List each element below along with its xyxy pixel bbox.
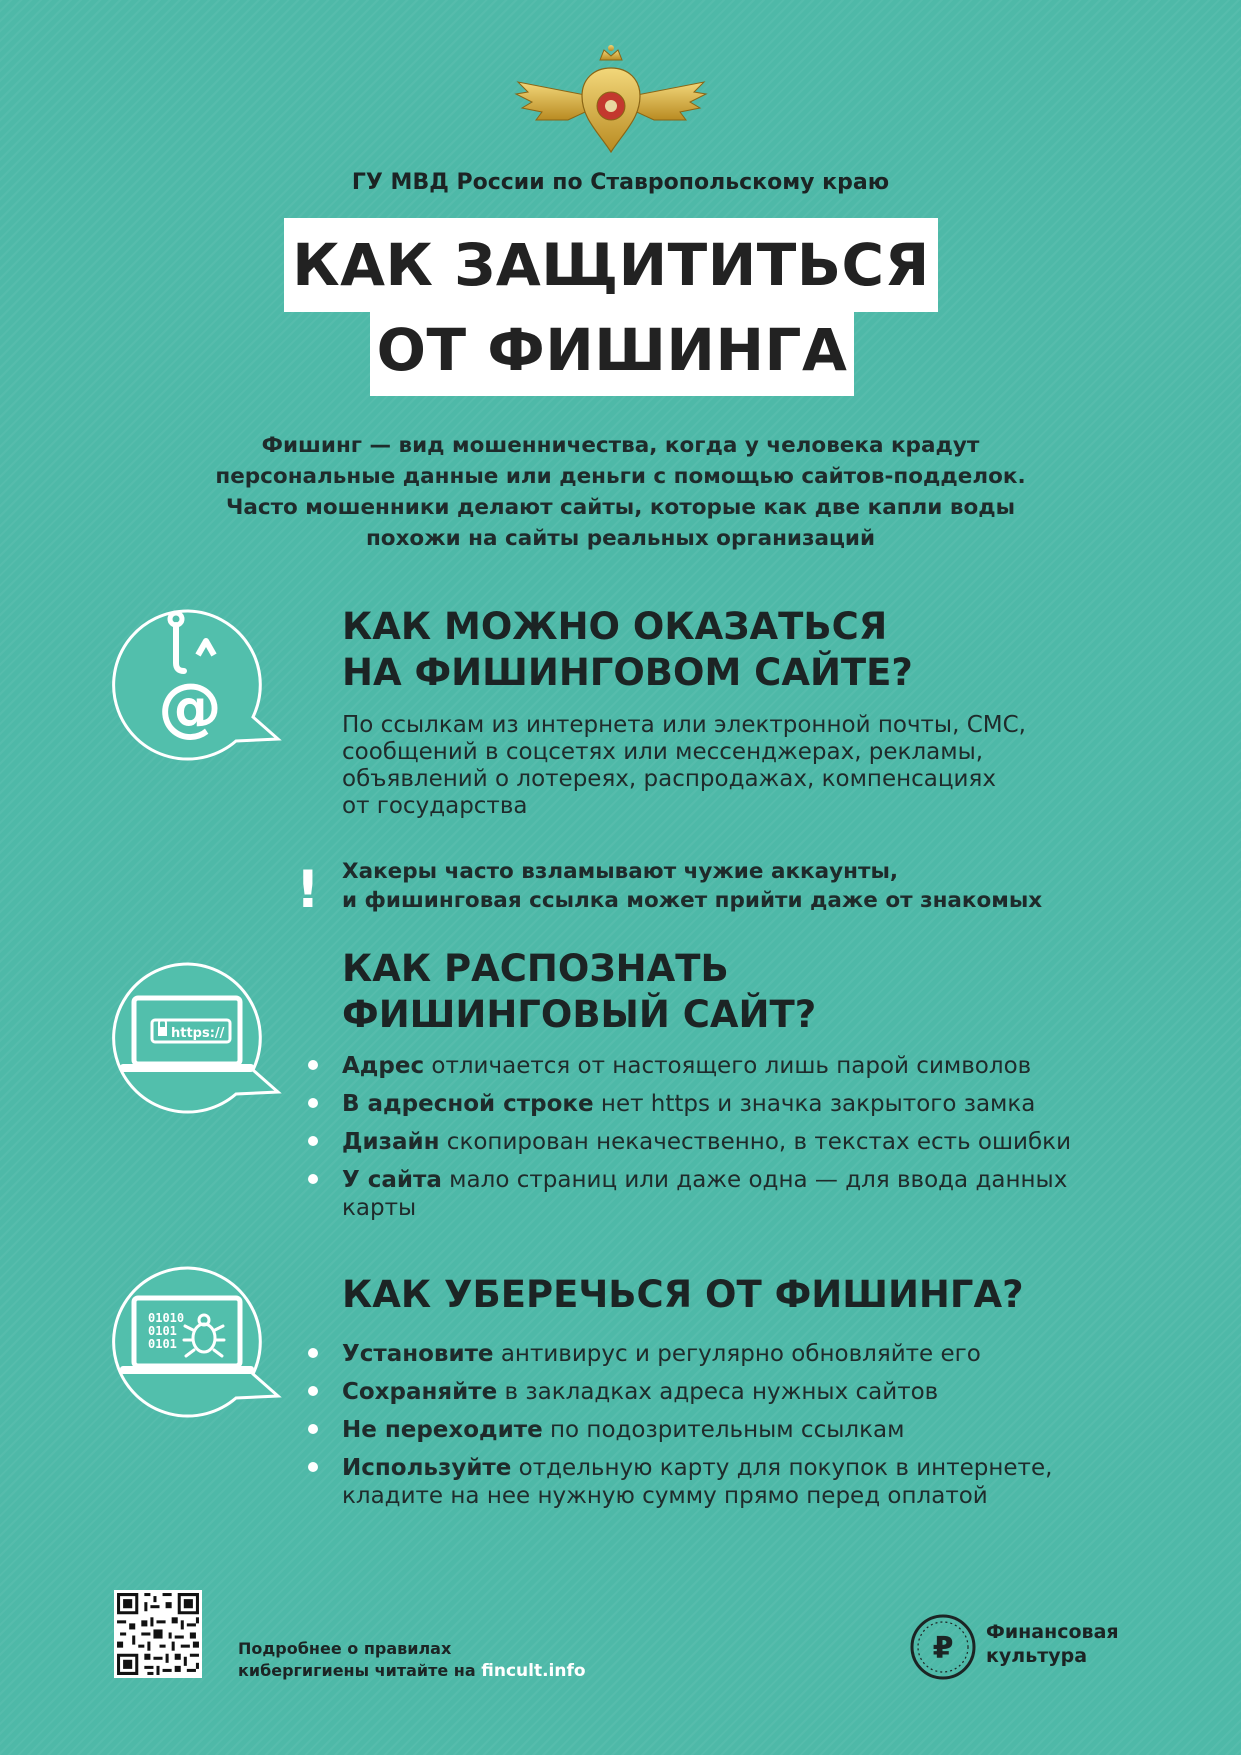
brand-name-line1: Финансовая: [986, 1621, 1119, 1643]
section2-heading-line1: КАК РАСПОЗНАТЬ: [342, 947, 729, 990]
list-item: [342, 1128, 1132, 1156]
section1-heading-line2: НА ФИШИНГОВОМ САЙТЕ?: [342, 651, 913, 694]
svg-text:@: @: [158, 671, 222, 745]
intro-line: похожи на сайты реальных организаций: [365, 526, 876, 551]
section2-heading: [342, 946, 816, 1038]
warning-line: Хакеры часто взламывают чужие аккаунты,: [342, 859, 899, 884]
bullet-bold: Сохраняйте: [342, 1379, 498, 1405]
bullet-icon: [308, 1348, 318, 1358]
list-item: [342, 1166, 1132, 1222]
more-info-line1: Подробнее о правилах: [238, 1639, 452, 1658]
list-item: [342, 1416, 1102, 1444]
section1-text-line: от государства: [342, 793, 528, 819]
binary-text-line: 01010: [148, 1311, 185, 1325]
intro-line: персональные данные или деньги с помощью сайтов-подделок.: [215, 464, 1026, 489]
list-item: [342, 1340, 1102, 1368]
section1-heading: [342, 604, 913, 696]
page-title-line2: ОТ ФИШИНГА: [370, 304, 854, 396]
list-item: [342, 1378, 1102, 1406]
bullet-icon: [308, 1136, 318, 1146]
mvd-emblem: [508, 40, 714, 160]
bullet-bold: В адресной строке: [342, 1091, 594, 1117]
bullet-icon: [308, 1098, 318, 1108]
section3-heading: КАК УБЕРЕЧЬСЯ ОТ ФИШИНГА?: [342, 1273, 1024, 1316]
bullet-text: отдельную карту для покупок в интернете, кладите на нее нужную сумму прямо перед оплатой: [342, 1455, 1053, 1509]
organization-name: ГУ МВД России по Ставропольскому краю: [351, 170, 890, 195]
section1-text: [342, 712, 1026, 820]
warning-line: и фишинговая ссылка может прийти даже от знакомых: [342, 888, 1043, 913]
bullet-icon: [308, 1462, 318, 1472]
section2-bullet-list: [342, 1052, 1132, 1232]
laptop-bug-icon: [108, 1262, 288, 1422]
section1-text-line: объявлений о лотереях, распродажах, компенсациях: [342, 766, 996, 792]
bullet-text: скопирован некачественно, в текстах есть ошибки: [439, 1129, 1072, 1155]
intro-text: [150, 430, 1091, 554]
binary-text-line: 0101: [148, 1324, 177, 1338]
bullet-bold: Дизайн: [342, 1129, 440, 1155]
section2-heading-line2: ФИШИНГОВЫЙ САЙТ?: [342, 993, 817, 1036]
warning-icon: !: [296, 860, 320, 920]
ruble-symbol: ₽: [932, 1631, 954, 1666]
bullet-bold: Используйте: [342, 1455, 512, 1481]
list-item: [342, 1090, 1132, 1118]
brand-name-line2: культура: [986, 1645, 1088, 1667]
more-info-line2: кибергигиены читайте на: [238, 1661, 482, 1680]
bullet-icon: [308, 1174, 318, 1184]
page-title-line1: КАК ЗАЩИТИТЬСЯ: [284, 218, 938, 312]
warning-text: [342, 857, 1042, 915]
bullet-icon: [308, 1386, 318, 1396]
laptop-https-icon: [108, 958, 288, 1118]
ruble-logo-icon: [908, 1612, 978, 1682]
bullet-text: антивирус и регулярно обновляйте его: [493, 1341, 981, 1367]
bullet-text: мало страниц или даже одна — для ввода данных карты: [342, 1167, 1068, 1221]
more-info-text: [238, 1638, 586, 1682]
bullet-bold: У сайта: [342, 1167, 442, 1193]
bullet-bold: Адрес: [342, 1053, 425, 1079]
intro-line: Фишинг — вид мошенничества, когда у человека крадут: [261, 433, 980, 458]
section1-text-line: По ссылкам из интернета или электронной почты, СМС,: [342, 712, 1026, 738]
list-item: [342, 1052, 1132, 1080]
section3-bullet-list: [342, 1340, 1102, 1520]
section1-heading-line1: КАК МОЖНО ОКАЗАТЬСЯ: [342, 605, 888, 648]
laptop-https-icon-text: https://: [171, 1026, 225, 1041]
bullet-text: нет https и значка закрытого замка: [593, 1091, 1036, 1117]
bullet-text: в закладках адреса нужных сайтов: [497, 1379, 939, 1405]
bullet-bold: Установите: [342, 1341, 494, 1367]
bullet-icon: [308, 1424, 318, 1434]
binary-text-line: 0101: [148, 1337, 177, 1351]
fincult-link[interactable]: fincult.info: [481, 1661, 586, 1681]
list-item: [342, 1454, 1102, 1510]
bullet-text: по подозрительным ссылкам: [542, 1417, 905, 1443]
bullet-bold: Не переходите: [342, 1417, 543, 1443]
qr-code[interactable]: [114, 1590, 202, 1678]
hook-at-icon: [108, 605, 288, 765]
bullet-icon: [308, 1060, 318, 1070]
intro-line: Часто мошенники делают сайты, которые как две капли воды: [225, 495, 1016, 520]
brand-name: [986, 1620, 1119, 1668]
section1-text-line: сообщений в соцсетях или мессенджерах, рекламы,: [342, 739, 984, 765]
bullet-text: отличается от настоящего лишь парой символов: [424, 1053, 1032, 1079]
